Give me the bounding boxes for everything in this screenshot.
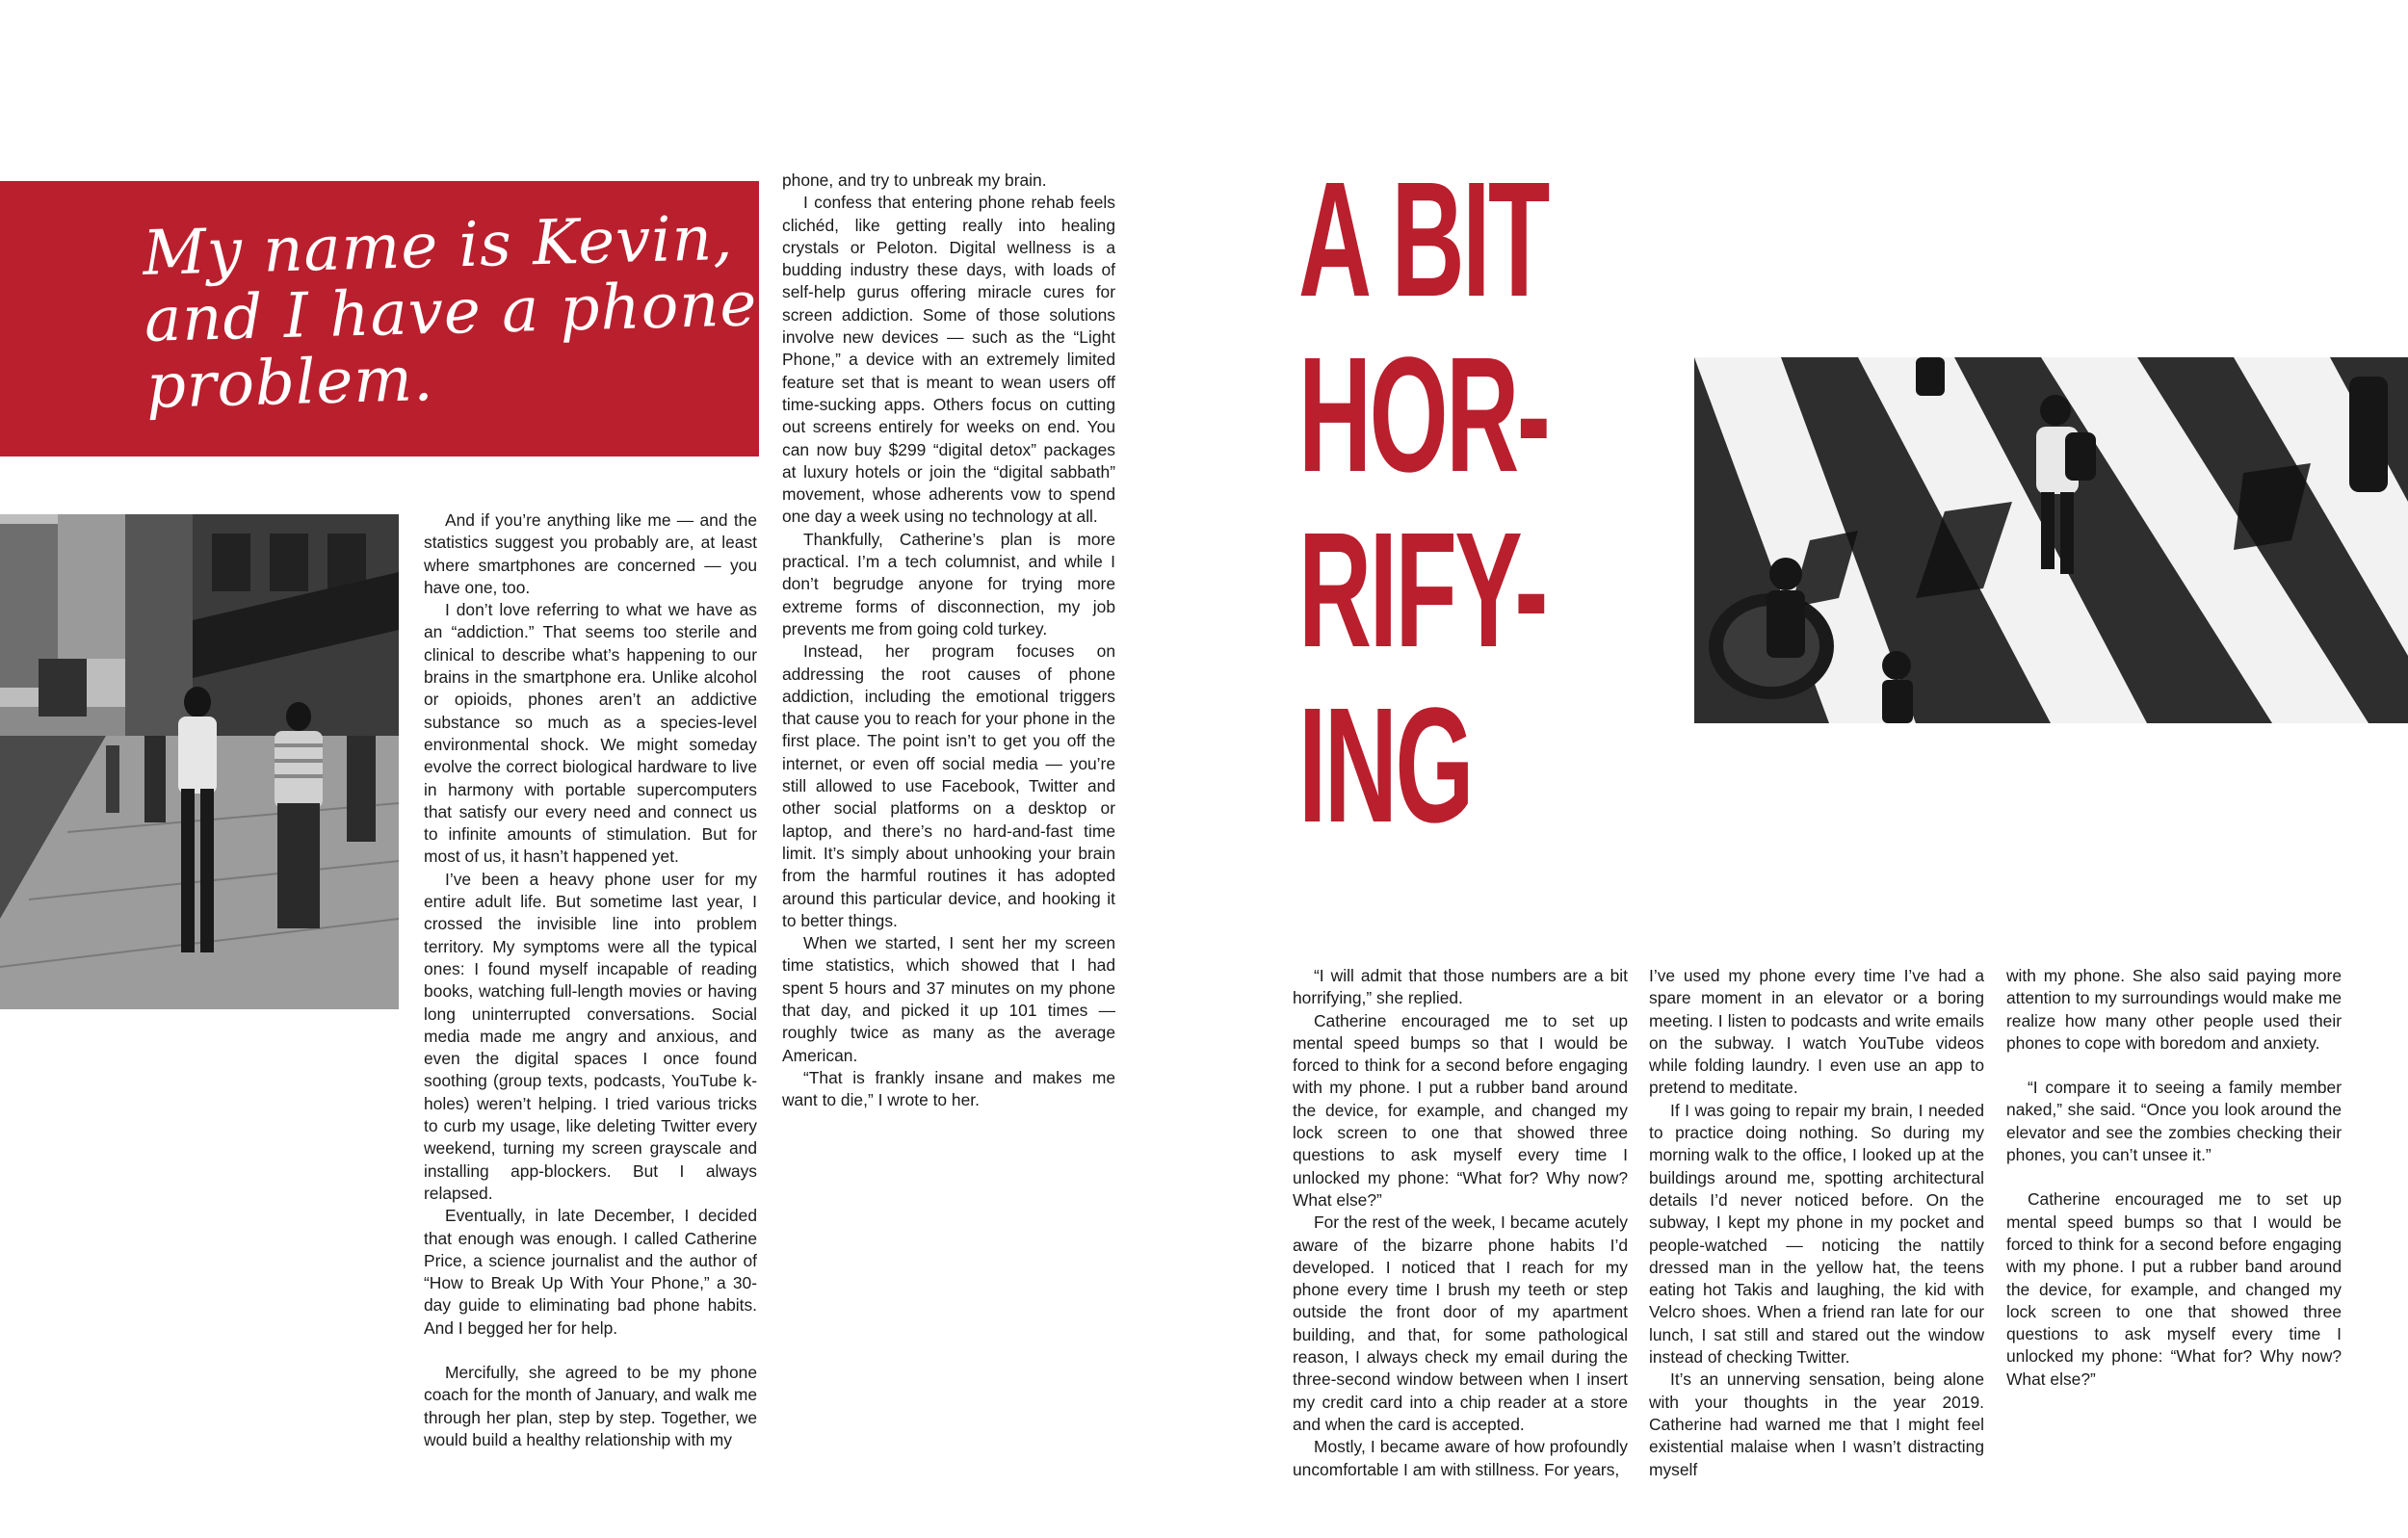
street-photo <box>0 514 399 1009</box>
headline-line: A BIT <box>1298 148 1548 331</box>
paragraph: Instead, her program focuses on addressing the root causes of phone addiction, including the emotional triggers that cause you to reach for your phone in the first place. The point isn’t to get you off the internet, or even off social media — you’re still allowed to use Facebook, Twitter and other social platforms on a desktop or laptop, and there’s no hard-and-fast time limit. It’s simply about unhooking your brain from the harmful routines it has adopted around this particular device, and hooking it to better things. <box>782 641 1115 930</box>
crosswalk-photo <box>1694 357 2408 723</box>
quote-line: problem. <box>144 344 435 423</box>
paragraph: I confess that entering phone rehab feels clichéd, like getting really into healing crystals or Peloton. Digital wellness is a budding industry these days, with loads of self-help gurus offering miracle cures for screen addiction. Some of those solutions involve new devices — such as the “Light Phone,” a device with an extremely limited feature set that is meant to wean users off time-sucking apps. Others focus on cutting out screens entirely for weeks on end. You can now buy $299 “digital detox” packages at luxury hotels or join the “digital sabbath” movement, whose adherents vow to spend one day a week using no technology at all. <box>782 193 1115 527</box>
paragraph: with my phone. She also said paying more attention to my surroundings would make me realize how many other people used their phones to cope with boredom and anxiety. <box>2006 966 2342 1053</box>
headline-line: HOR- <box>1298 324 1549 507</box>
headline-line: RIFY- <box>1298 499 1546 682</box>
article-column-2 <box>782 169 1115 1111</box>
headline <box>1298 148 1549 857</box>
paragraph: phone, and try to unbreak my brain. <box>782 170 1047 190</box>
paragraph: Mercifully, she agreed to be my phone coach for the month of January, and walk me through her plan, step by step. Together, we would build a healthy relationship with my <box>424 1362 757 1449</box>
quote-line: and I have a phone <box>144 269 759 356</box>
paragraph: “That is frankly insane and makes me want to die,” I wrote to her. <box>782 1067 1115 1110</box>
paragraph: When we started, I sent her my screen time statistics, which showed that I had spent 5 hours and 37 minutes on my phone that day, and picked it up 101 times — roughly twice as many as the average American. <box>782 933 1115 1065</box>
paragraph: I’ve used my phone every time I’ve had a spare moment in an elevator or a boring meeting. I listen to podcasts and write emails on the subway. I watch YouTube videos while folding laundry. I even use an app to pretend to meditate. <box>1649 966 1984 1098</box>
paragraph: Catherine encouraged me to set up mental speed bumps so that I would be forced to think for a second before engaging with my phone. I put a rubber band around the device, for example, and changed my lock screen to one that showed three questions to ask myself every time I unlocked my phone: “What for? Why now? What else?” <box>1293 1010 1628 1210</box>
paragraph: It’s an unnerving sensation, being alone with your thoughts in the year 2019. Catherine had warned me that I might feel existential malaise when I wasn’t distracting myself <box>1649 1369 1984 1479</box>
paragraph: And if you’re anything like me — and the statistics suggest you probably are, at least where smartphones are concerned — you have one, too. <box>424 510 757 597</box>
article-column-3 <box>1293 965 1628 1481</box>
paragraph: “I compare it to seeing a family member naked,” she said. “Once you look around the elevator and see the zombies checking their phones, you can’t unsee it.” <box>2006 1078 2342 1165</box>
paragraph: Thankfully, Catherine’s plan is more practical. I’m a tech columnist, and while I don’t begrudge anyone for trying more extreme forms of disconnection, my job prevents me from going cold turkey. <box>782 529 1115 639</box>
paragraph: I’ve been a heavy phone user for my entire adult life. But sometime last year, I crossed the invisible line into problem territory. My symptoms were all the typical ones: I found myself incapable of reading books, watching full-length movies or having long uninterrupted conversations. Social media made me angry and anxious, and even the digital spaces I once found soothing (group texts, podcasts, YouTube k-holes) weren’t helping. I tried various tricks to curb my usage, like deleting Twitter every weekend, turning my screen grayscale and installing app-blockers. But I always relapsed. <box>424 869 757 1203</box>
quote-line: My name is Kevin, <box>142 202 735 290</box>
headline-line: ING <box>1298 674 1472 857</box>
paragraph: Eventually, in late December, I decided that enough was enough. I called Catherine Price, a science journalist and the author of “How to Break Up With Your Phone,” a 30-day guide to eliminating bad phone habits. And I begged her for help. <box>424 1206 757 1338</box>
paragraph: For the rest of the week, I became acutely aware of the bizarre phone habits I’d developed. I noticed that I reach for my phone every time I brush my teeth or step outside the front door of my apartment building, and that, for some pathological reason, I always check my email during the three-second window between when I insert my credit card into a chip reader at a store and when the card is accepted. <box>1293 1212 1628 1434</box>
paragraph: “I will admit that those numbers are a bit horrifying,” she replied. <box>1293 966 1628 1008</box>
handwritten-quote <box>142 202 759 423</box>
article-column-4 <box>1649 965 1984 1481</box>
article-column-5 <box>2006 965 2342 1391</box>
paragraph: Mostly, I became aware of how profoundly uncomfortable I am with stillness. For years, <box>1293 1437 1628 1479</box>
article-column-1 <box>424 509 757 1451</box>
paragraph: Catherine encouraged me to set up mental speed bumps so that I would be forced to think for a second before engaging with my phone. I put a rubber band around the device, for example, and changed my lock screen to one that showed three questions to ask myself every time I unlocked my phone: “What for? Why now? What else?” <box>2006 1189 2342 1389</box>
paragraph: If I was going to repair my brain, I needed to practice doing nothing. So during my morning walk to the office, I looked up at the buildings around me, spotting architectural details I’d never noticed before. On the subway, I kept my phone in my pocket and people-watched — noticing the nattily dressed man in the yellow hat, the teens eating hot Takis and laughing, the kid with Velcro shoes. When a friend ran late for our lunch, I sat still and stared out the window instead of checking Twitter. <box>1649 1100 1984 1368</box>
paragraph: I don’t love referring to what we have as an “addiction.” That seems too sterile and clinical to describe what’s happening to our brains in the smartphone era. Unlike alcohol or opioids, phones aren’t an addictive substance so much as a species-level environmental shock. We might someday evolve the correct biological hardware to live in harmony with portable supercomputers that satisfy our every need and connect us to infinite amounts of stimulation. But for most of us, it hasn’t happened yet. <box>424 600 757 867</box>
